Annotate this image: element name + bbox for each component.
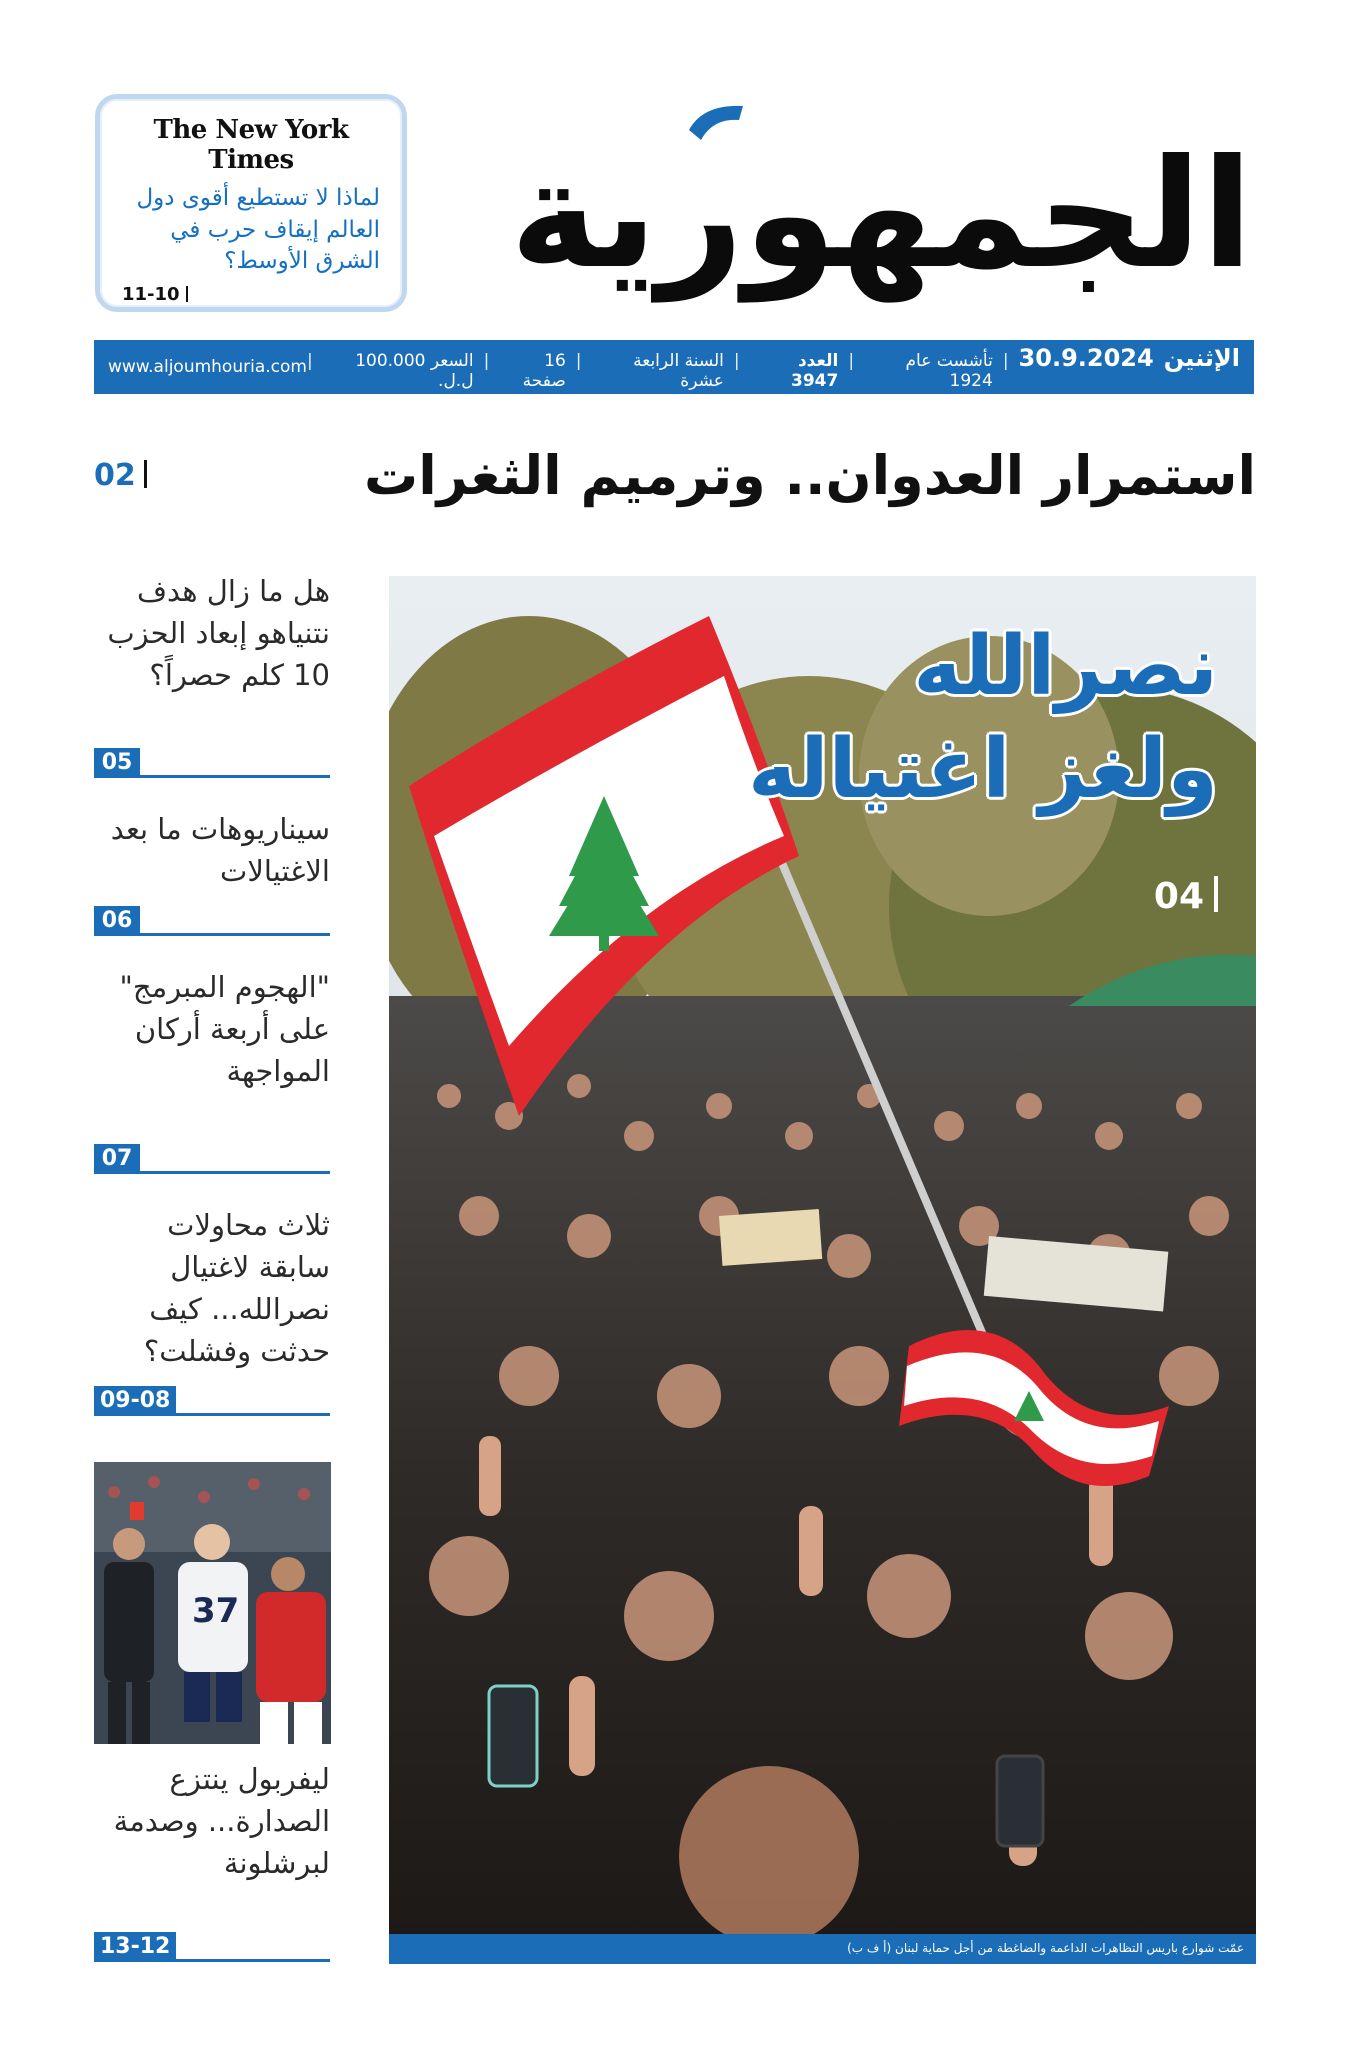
issue-day: الإثنين [1163,343,1240,372]
photo-page: 04 [1153,876,1204,917]
photo-headline-line2: ولغز اغتياله [748,721,1218,817]
nyt-page-ref [122,284,380,305]
side-story-page: 13-12 [94,1932,176,1962]
nyt-headline: لماذا لا تستطيع أقوى دول العالم إيقاف حرب في الشرق الأوسط؟ [136,185,380,275]
photo-caption: عمّت شوارع باريس التظاهرات الداعمة والضاغطة من أجل حماية لبنان (أ ف ب) [389,1934,1256,1964]
side-story-tag [94,906,330,936]
logo-text: الجمهورية [509,128,1253,302]
lead-photo[interactable] [389,576,1256,1964]
side-story-3[interactable] [94,966,330,1171]
nyt-brand: The New York Times [153,115,349,175]
side-story-tag [94,1144,330,1174]
masthead [0,0,1345,330]
issue-founded: تأشست عام 1924 [905,350,993,391]
football-players-illustration [94,1462,331,1744]
issue-date: 30.9.2024 [1018,343,1154,372]
website-url[interactable]: www.aljoumhouria.com [108,357,307,377]
side-story-tag [94,748,330,778]
side-story-page: 06 [94,906,140,936]
nyt-pages: 11-10 [122,284,180,306]
issue-price: السعر 100.000 ل.ل. [355,350,474,391]
headline-page-ref [94,458,147,493]
side-story-text: سيناريوهات ما بعد الاغتيالات [110,812,330,889]
svg-text:37: 37 [192,1591,240,1631]
issue-number: العدد 3947 [790,350,839,391]
side-story-text: "الهجوم المبرمج" على أربعة أركان المواجهة [119,970,330,1089]
side-story-text: ليفربول ينتزع الصدارة... وصدمة لبرشلونة [113,1762,330,1881]
nyt-teaser[interactable] [95,94,407,312]
football-photo[interactable] [94,1462,331,1744]
side-story-page: 07 [94,1144,140,1174]
issue-details: الإثنين 30.9.2024 | تأشست عام 1924 | العدد 3947 | السنة الرابعة عشرة | 16 صفحة | السعر 100.000 ل.ل. | [306,343,1240,391]
side-story-page: 05 [94,748,140,778]
side-story-4[interactable] [94,1204,330,1413]
side-story-tag [94,1386,330,1416]
side-story-2[interactable] [94,808,330,933]
side-story-text: ثلاث محاولات سابقة لاغتيال نصرالله... كيف حدثت وفشلت؟ [143,1208,330,1369]
issue-year: السنة الرابعة عشرة [633,350,724,391]
photo-headline-line1: نصرالله [913,619,1218,714]
main-headline: استمرار العدوان.. وترميم الثغرات [363,443,1256,507]
side-story-page: 09-08 [94,1386,176,1416]
issue-pages: 16 صفحة [522,350,566,391]
newspaper-logo[interactable] [509,100,1253,330]
side-story-5[interactable] [94,1758,330,1959]
headline-page: 02 [94,457,136,493]
info-bar [94,340,1254,394]
side-story-1[interactable] [94,570,330,775]
side-story-tag [94,1932,330,1962]
main-headline-row[interactable] [94,430,1256,520]
photo-page-ref [1154,876,1218,917]
photo-headline [748,616,1218,821]
logo-accent-icon [683,100,763,148]
side-story-text: هل ما زال هدف نتنياهو إبعاد الحزب 10 كلم حصراً؟ [107,574,330,693]
